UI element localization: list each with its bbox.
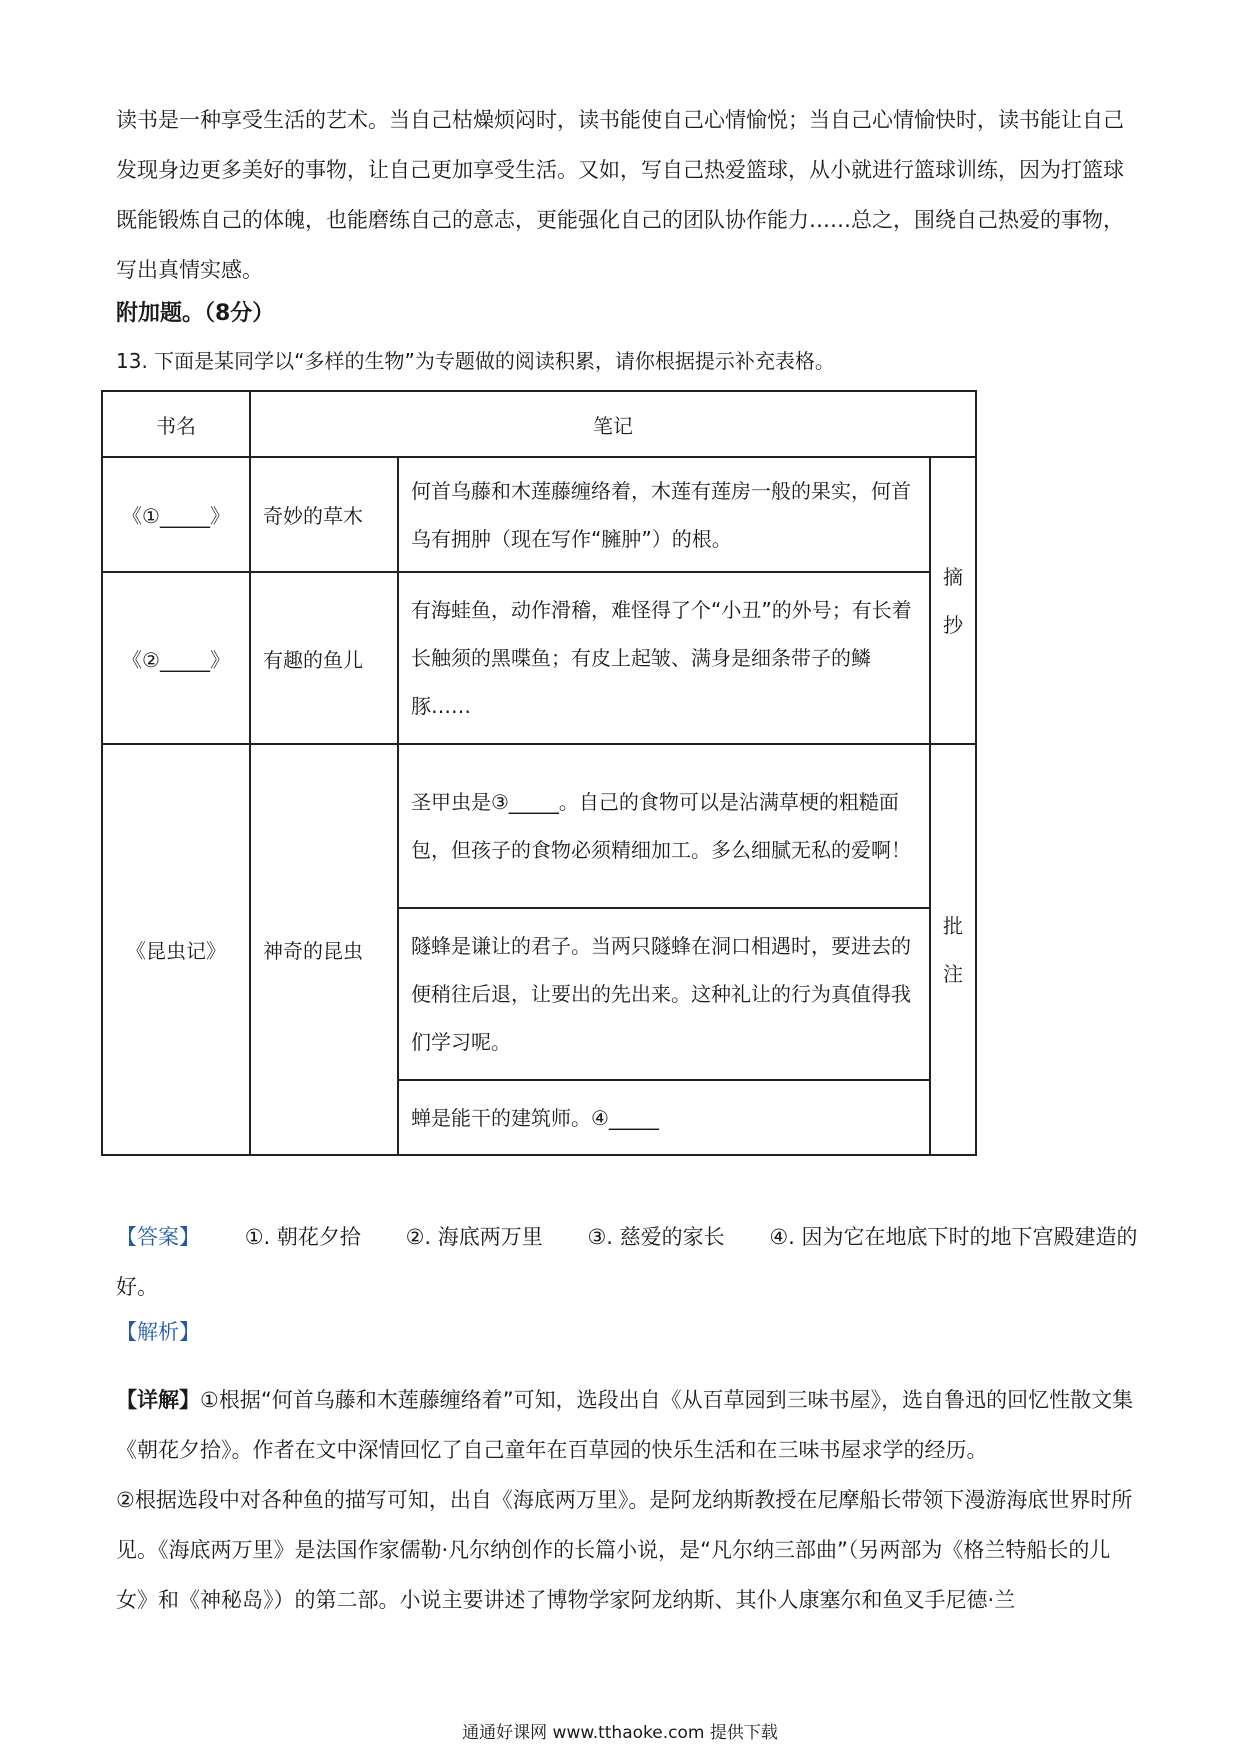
table-row: [102, 572, 976, 744]
book-cell: 《①_____》: [102, 457, 250, 572]
note-cell: 有海蛙鱼，动作滑稽，难怪得了个“小丑”的外号；有长着长触须的黑喋鱼；有皮上起皱、满身是细条带子的鳞豚……: [398, 572, 930, 744]
answer-item: ①. 朝花夕拾: [244, 1225, 361, 1249]
note-cell: 蝉是能干的建筑师。④_____: [398, 1080, 930, 1155]
detail-label: 【详解】: [116, 1388, 200, 1412]
book-cell: 《昆虫记》: [102, 744, 250, 1155]
table-row: [102, 457, 976, 572]
header-book: 书名: [102, 391, 250, 457]
detail-block: [116, 1375, 1136, 1625]
section-heading: 附加题。（8分）: [116, 301, 275, 326]
type-char: 注: [943, 961, 963, 986]
book-cell: 《②_____》: [102, 572, 250, 744]
table-row: [102, 744, 976, 908]
footer-source: 通通好课网 www.tthaoke.com 提供下载: [462, 1723, 778, 1743]
type-char: 摘: [943, 564, 963, 589]
detail-text-1: ①根据“何首乌藤和木莲藤缠络着”可知，选段出自《从百草园到三味书屋》，选自鲁迅的回忆性散文集《朝花夕拾》。作者在文中深情回忆了自己童年在百草园的快乐生活和在三味书屋求学的经历。: [116, 1388, 1134, 1462]
note-cell: 何首乌藤和木莲藤缠络着，木莲有莲房一般的果实，何首乌有拥肿（现在写作“臃肿”）的根。: [398, 457, 930, 572]
answer-item: ④. 因为它在地底下时的地下宫殿建造的好。: [116, 1225, 1138, 1299]
header-notes: 笔记: [250, 391, 976, 457]
type-cell-excerpt: [930, 457, 976, 744]
type-char: 批: [943, 913, 963, 938]
answer-item: ②. 海底两万里: [405, 1225, 543, 1249]
answer-block: [116, 1212, 1146, 1312]
note-cell: 隧蜂是谦让的君子。当两只隧蜂在洞口相遇时，要进去的便稍往后退，让要出的先出来。这种礼让的行为真值得我们学习呢。: [398, 908, 930, 1080]
category-cell: 神奇的昆虫: [250, 744, 398, 1155]
analysis-label: 【解析】: [116, 1320, 200, 1344]
table-header-row: [102, 391, 976, 457]
type-char: 抄: [943, 612, 963, 637]
answer-label: 【答案】: [116, 1225, 200, 1249]
category-cell: 有趣的鱼儿: [250, 572, 398, 744]
detail-paragraph-1: [116, 1375, 1136, 1475]
intro-paragraph: 读书是一种享受生活的艺术。当自己枯燥烦闷时，读书能使自己心情愉悦；当自己心情愉快时，读书能让自己发现身边更多美好的事物，让自己更加享受生活。又如，写自己热爱篮球，从小就进行篮球训练，因为打篮球既能锻炼自己的体魄，也能磨练自己的意志，更能强化自己的团队协作能力……总之，围绕自己热爱的事物，写出真情实感。: [116, 108, 1124, 282]
type-cell-annotation: [930, 744, 976, 1155]
note-cell: 圣甲虫是③_____。自己的食物可以是沾满草梗的粗糙面包，但孩子的食物必须精细加工。多么细腻无私的爱啊！: [398, 744, 930, 908]
question-13: 13. 下面是某同学以“多样的生物”为专题做的阅读积累，请你根据提示补充表格。: [116, 349, 835, 373]
category-cell: 奇妙的草木: [250, 457, 398, 572]
detail-paragraph-2: ②根据选段中对各种鱼的描写可知，出自《海底两万里》。是阿龙纳斯教授在尼摩船长带领下漫游海底世界时所见。《海底两万里》是法国作家儒勒·凡尔纳创作的长篇小说，是“凡尔纳三部曲”（另两部为《格兰特船长的儿女》和《神秘岛》）的第二部。小说主要讲述了博物学家阿龙纳斯、其仆人康塞尔和鱼叉手尼德·兰: [116, 1488, 1133, 1612]
answer-item: ③. 慈爱的家长: [587, 1225, 725, 1249]
reading-notes-table: [101, 390, 977, 1156]
